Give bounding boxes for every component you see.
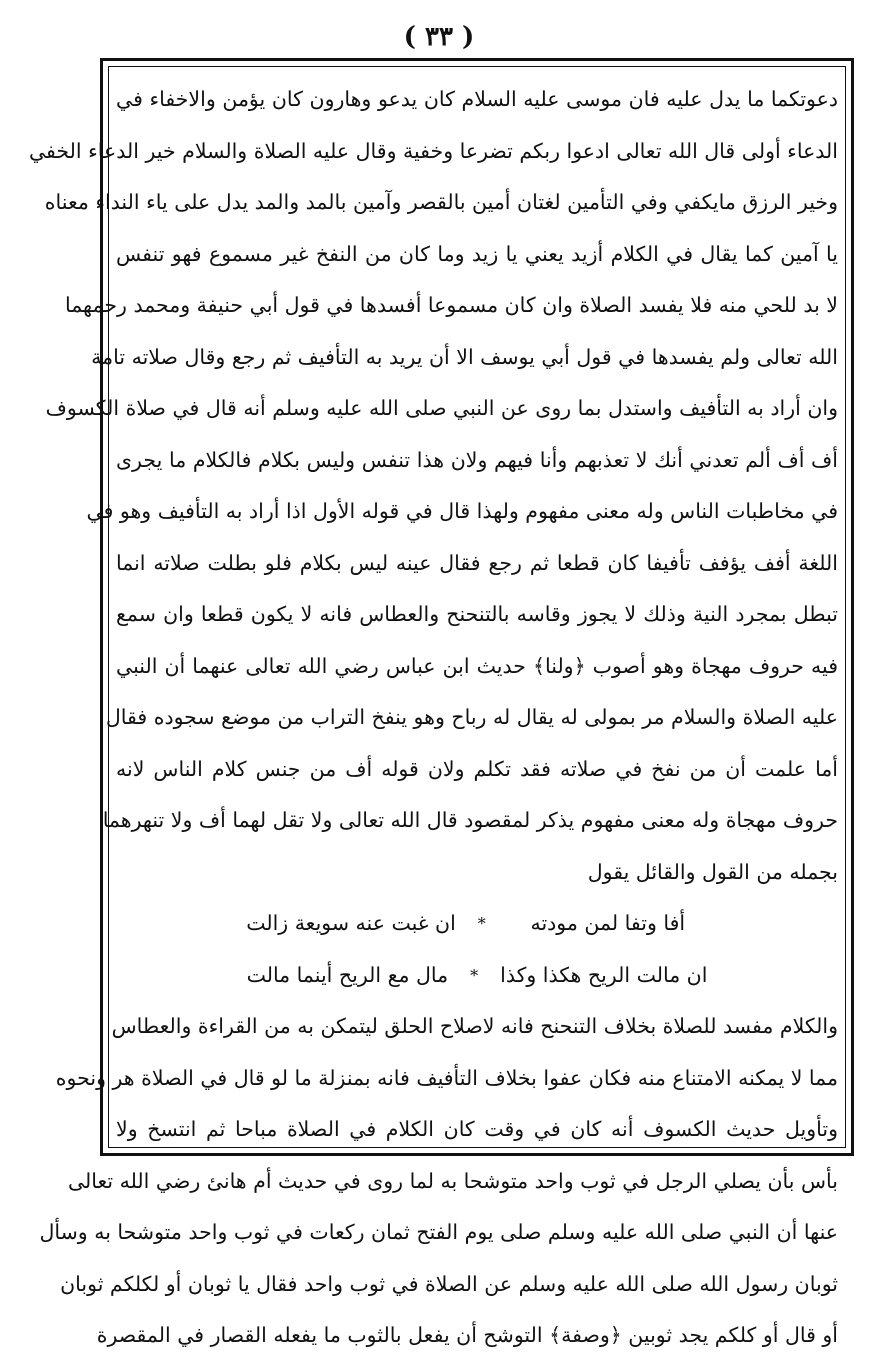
text-line: الدعاء أولى قال الله تعالى ادعوا ربكم تضرعا وخفية وقال عليه الصلاة والسلام خير الدعاء الخفي	[28, 138, 838, 163]
poem-verse	[116, 950, 838, 1002]
text-line: فيه حروف مهجاة وهو أصوب ﴿ولنا﴾ حديث ابن عباس رضي الله تعالى عنهما أن النبي	[116, 653, 838, 678]
text-line: وخير الرزق مايكفي وفي التأمين لغتان أمين بالقصر وآمين بالمد والمد يدل على ياء النداء معناه	[44, 190, 838, 214]
text-line: في مخاطبات الناس وله معنى مفهوم ولهذا قال في قوله الأول اذا أراد به التأفيف وهو في	[86, 499, 838, 523]
text-line: حروف مهجاة وله معنى مفهوم يذكر لمقصود قال الله تعالى ولا تقل لهما أف ولا تنهرهما	[102, 808, 838, 832]
text-line: وتأويل حديث الكسوف أنه كان في وقت كان الكلام في الصلاة مباحا ثم انتسخ ولا	[116, 1117, 838, 1141]
text-line: يا آمين كما يقال في الكلام أزيد يعني يا زيد وما كان من النفخ غير مسموع فهو تنفس	[116, 241, 838, 266]
text-line: أف أف ألم تعدني أنك لا تعذبهم وأنا فيهم ولان هذا تنفس وليس بكلام فالكلام ما يجرى	[116, 447, 838, 472]
text-line: الله تعالى ولم يفسدها في قول أبي يوسف الا أن يريد به التأفيف ثم رجع وقال صلاته تامة	[91, 344, 838, 369]
text-line: ثوبان رسول الله صلى الله عليه وسلم عن الصلاة في ثوب واحد فقال يا ثوبان أو لكلكم ثوبان	[60, 1271, 838, 1296]
poem-hemistich-first: أفا وتفا لمن مودته	[530, 911, 686, 935]
verse-separator: *	[477, 914, 486, 933]
text-line: تبطل بمجرد النية وذلك لا يجوز وقاسه بالتنحنح والعطاس فانه لا يكون قطعا وان سمع	[116, 602, 838, 626]
text-line: عليه الصلاة والسلام مر بمولى له يقال له رباح وهو ينفخ التراب من موضع سجوده فقال	[105, 705, 838, 729]
text-line: مما لا يمكنه الامتناع منه فكان عفوا بخلاف التأفيف فانه بمنزلة ما لو قال في الصلاة هر ونحوه	[55, 1065, 838, 1090]
text-line: وان أراد به التأفيف واستدل بما روى عن النبي صلى الله عليه وسلم أنه قال في صلاة الكسوف	[45, 396, 838, 420]
poem-verse	[116, 898, 838, 950]
text-line: عنها أن النبي صلى الله عليه وسلم صلى يوم الفتح ثمان ركعات في ثوب واحد متوشحا به وسأل	[39, 1220, 838, 1244]
poem-hemistich-second: ان غبت عنه سويعة زالت	[246, 911, 456, 935]
verse-separator: *	[470, 965, 479, 985]
text-line: بأس بأن يصلي الرجل في ثوب واحد متوشحا به لما روى في حديث أم هانئ رضي الله تعالى	[67, 1168, 838, 1193]
main-text	[28, 74, 838, 1362]
text-line: دعوتكما ما يدل عليه فان موسى عليه السلام كان يدعو وهارون كان يؤمن والاخفاء في	[116, 87, 838, 111]
text-line: لا بد للحي منه فلا يفسد الصلاة وان كان مسموعا أفسدها في قول أبي حنيفة ومحمد رحمهما	[64, 293, 838, 317]
poem-hemistich-first: ان مالت الريح هكذا وكذا	[500, 962, 708, 987]
pre-poem-line: بجمله من القول والقائل يقول	[587, 859, 838, 884]
text-line: اللغة أفف يؤفف تأفيفا كان قطعا ثم رجع فقال عينه ليس بكلام فلو بطلت صلاته انما	[116, 550, 838, 575]
text-line: أو قال أو كلكم يجد ثوبين ﴿وصفة﴾ التوشح أن يفعل بالثوب ما يفعله القصار في المقصرة	[96, 1323, 838, 1347]
text-line: أما علمت أن من نفخ في صلاته فقد تكلم ولان قوله أف من جنس كلام الناس لانه	[116, 756, 838, 781]
poem-hemistich-second: مال مع الريح أينما مالت	[246, 962, 449, 987]
page-number: ( ٣٣ )	[403, 22, 475, 52]
text-line: والكلام مفسد للصلاة بخلاف التنحنح فانه لاصلاح الحلق ليتمكن به من القراءة والعطاس	[111, 1014, 838, 1038]
